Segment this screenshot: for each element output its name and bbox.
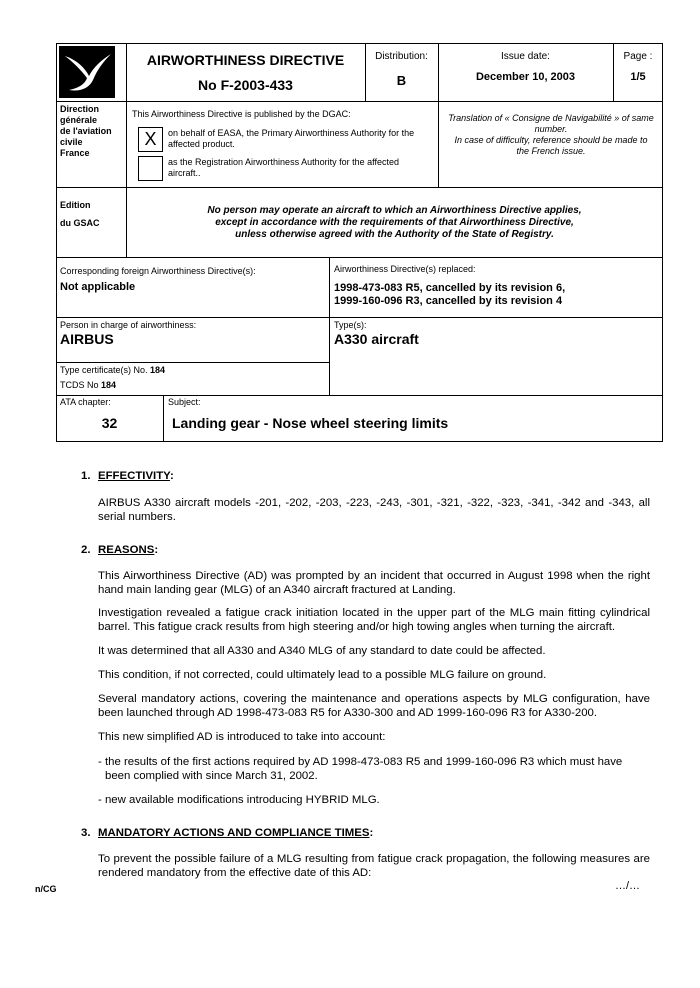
section-2-heading: REASONS: — [98, 544, 159, 556]
distribution-value: B — [396, 73, 407, 88]
foreign-ad-value: Not applicable — [60, 281, 136, 293]
ad-number: No F-2003-433 — [198, 77, 293, 93]
replaced-ad-value: 1998-473-083 R5, cancelled by its revision 6, 1999-160-096 R3, cancelled by its revision 4 — [334, 282, 566, 307]
person-label: Person in charge of airworthiness: — [60, 320, 197, 330]
page-label: Page : — [623, 51, 653, 62]
footer-ref: n/CG — [35, 884, 57, 894]
person-value: AIRBUS — [60, 331, 114, 347]
section-1-number: 1. — [81, 470, 91, 482]
dgac-logo — [59, 46, 115, 98]
section-3-heading: MANDATORY ACTIONS AND COMPLIANCE TIMES: — [98, 827, 374, 839]
edition-label: Edition du GSAC — [60, 200, 100, 228]
option-easa-checkbox[interactable]: X — [138, 127, 163, 152]
section-2-paragraph-2: Investigation revealed a fatigue crack initiation located in the upper part of the MLG main fitting cylindrical barrel. This fatigue crack results from high steering and/or high towing angles when turning the aircraft. — [98, 607, 650, 633]
section-2-paragraph-6: This new simplified AD is introduced to take into account: — [98, 731, 386, 743]
ad-title: AIRWORTHINESS DIRECTIVE — [146, 52, 345, 68]
type-certificate: Type certificate(s) No. 184 — [60, 365, 166, 375]
distribution-label: Distribution: — [375, 51, 428, 62]
section-2-paragraph-4: This condition, if not corrected, could ultimately lead to a possible MLG failure on ground. — [98, 669, 547, 681]
issue-date-label: Issue date: — [501, 51, 550, 62]
section-3-text: To prevent the possible failure of a MLG resulting from fatigue crack propagation, the following measures are rendered mandatory from the effective date of this AD: — [98, 853, 650, 879]
translation-note: Translation of « Consigne de Navigabilité » of same number. In case of difficulty, reference should be made to the French issue. — [448, 113, 654, 156]
option-registration-text: as the Registration Airworthiness Authority for the affected aircraft.. — [168, 157, 399, 178]
page-value: 1/5 — [630, 71, 646, 83]
ata-label: ATA chapter: — [60, 397, 111, 407]
option-registration-checkbox[interactable] — [138, 156, 163, 181]
section-2-paragraph-1: This Airworthiness Directive (AD) was prompted by an incident that occurred in August 1998 when the right hand main landing gear (MLG) of an A340 aircraft fractured at Landing. — [98, 570, 650, 596]
authority-name: Direction générale de l'aviation civile France — [60, 104, 112, 158]
section-1-text: AIRBUS A330 aircraft models -201, -202, -203, -223, -243, -301, -321, -322, -323, -341, -342 and -343, all serial numbers. — [98, 497, 650, 523]
subject-value: Landing gear - Nose wheel steering limits — [172, 415, 449, 431]
section-2-paragraph-5: Several mandatory actions, covering the maintenance and operations aspects by MLG configuration, have been launched through AD 1998-473-083 R5 for A330-300 and AD 1999-160-096 R3 for A330-200. — [98, 693, 650, 719]
subject-label: Subject: — [168, 397, 201, 407]
section-2-paragraph-3: It was determined that all A330 and A340 MLG of any standard to date could be affected. — [98, 645, 546, 657]
section-3-number: 3. — [81, 827, 91, 839]
replaced-ad-label: Airworthiness Directive(s) replaced: — [334, 264, 476, 274]
bird-logo-icon — [59, 46, 115, 98]
publication-intro: This Airworthiness Directive is published by the DGAC: — [132, 109, 351, 119]
section-2-bullet-2: - new available modifications introducing HYBRID MLG. — [98, 794, 380, 806]
operation-warning: No person may operate an aircraft to which an Airworthiness Directive applies, except in accordance with the requirements of that Airworthiness Directive, unless otherwise agreed with the Authority of the State of Registry. — [207, 205, 582, 240]
issue-date-value: December 10, 2003 — [475, 71, 576, 83]
section-2-number: 2. — [81, 544, 91, 556]
ata-value: 32 — [101, 415, 118, 431]
footer-continued: …/… — [615, 880, 641, 892]
foreign-ad-label: Corresponding foreign Airworthiness Directive(s): — [60, 266, 256, 276]
tcds-number: TCDS No 184 — [60, 380, 117, 390]
types-value: A330 aircraft — [334, 331, 419, 347]
section-1-heading: EFFECTIVITY: — [98, 470, 174, 482]
types-label: Type(s): — [334, 320, 367, 330]
option-easa-text: on behalf of EASA, the Primary Airworthiness Authority for the affected product. — [168, 128, 415, 149]
section-2-bullet-1: - the results of the first actions required by AD 1998-473-083 R5 and 1999-160-096 R3 which must have been complied with since March 31, 2002. — [98, 756, 623, 782]
